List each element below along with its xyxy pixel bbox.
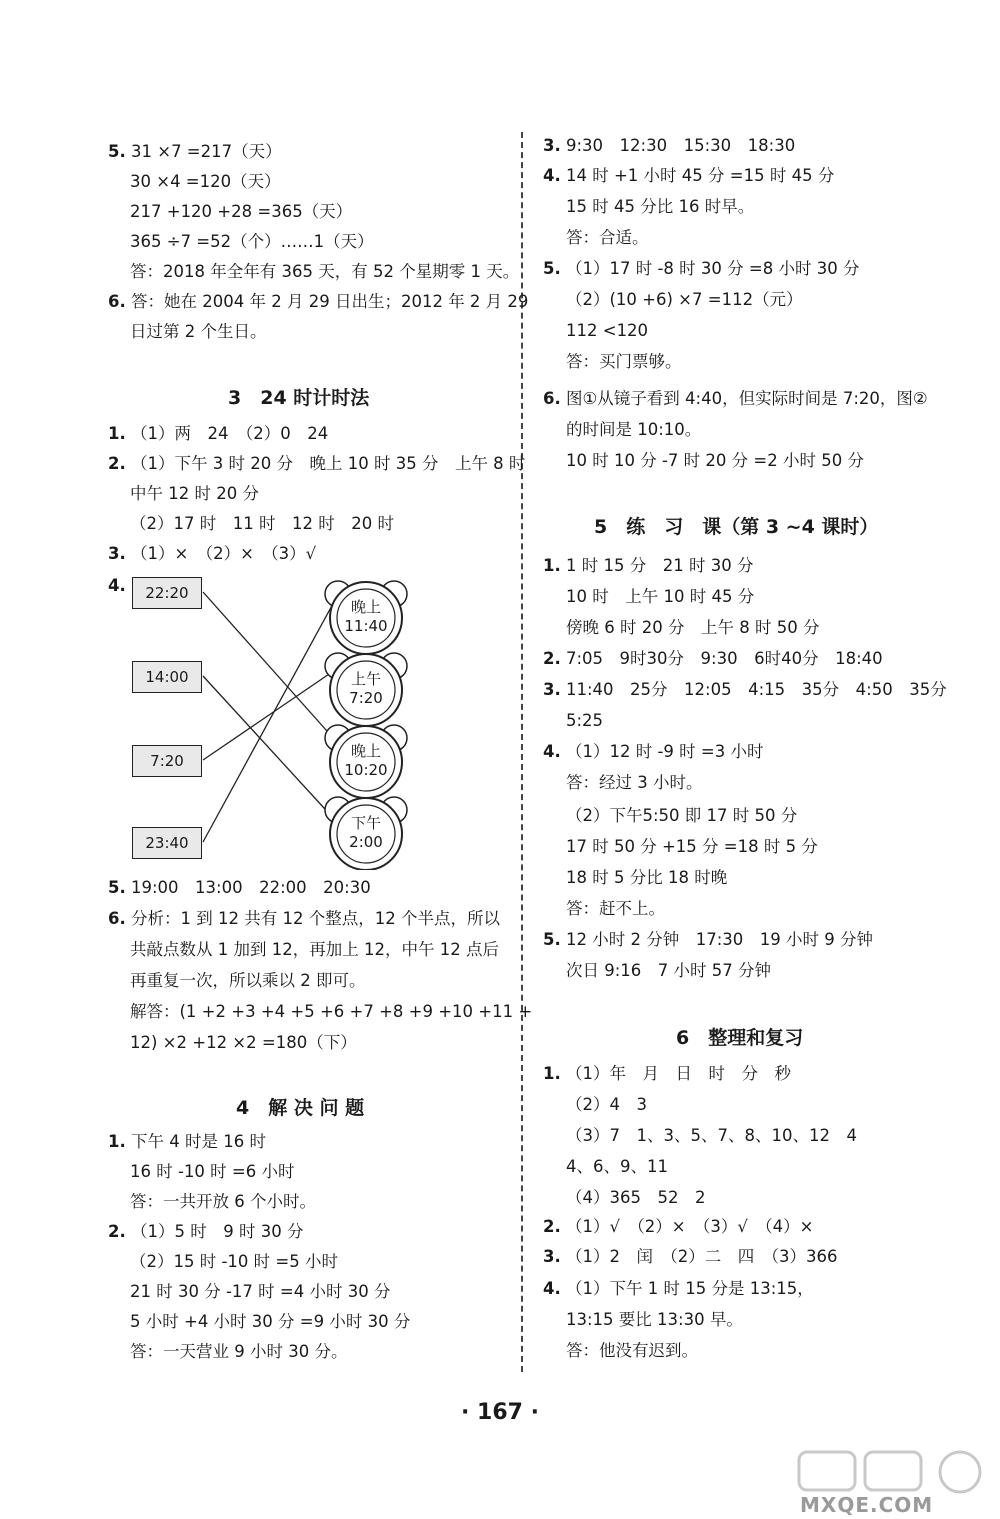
answer-line: 1. （1）年 月 日 时 分 秒 <box>543 1064 791 1083</box>
answer-line: 10 时 上午 10 时 45 分 <box>566 587 755 606</box>
answer-line: 3. （1）× （2）× （3）√ <box>108 544 317 563</box>
answer-line: 5:25 <box>566 711 604 730</box>
answer-line: 16 时 -10 时 =6 小时 <box>130 1162 295 1181</box>
answer-line: 2. （1）下午 3 时 20 分 晚上 10 时 35 分 上午 8 时 <box>108 454 526 473</box>
answer-line: 答：经过 3 小时。 <box>566 773 703 792</box>
answer-line: 6. 图①从镜子看到 4:40，但实际时间是 7:20，图② <box>543 389 928 408</box>
watermark-text: MXQE.COM <box>800 1493 934 1517</box>
answer-line: 日过第 2 个生日。 <box>130 322 267 341</box>
clock-label: 晚上 10:20 <box>344 742 388 779</box>
answer-line: 解答：(1 +2 +3 +4 +5 +6 +7 +8 +9 +10 +11 + <box>130 1002 533 1021</box>
answer-line: 15 时 45 分比 16 时早。 <box>566 197 755 216</box>
answer-line: 答：一共开放 6 个小时。 <box>130 1192 316 1211</box>
answer-line: （2）(10 +6) ×7 =112（元） <box>566 290 803 309</box>
match-line <box>203 676 335 820</box>
clock-label: 晚上 11:40 <box>344 598 388 635</box>
answer-line: 3. 11:40 25分 12:05 4:15 35分 4:50 35分 <box>543 680 947 699</box>
page-number: · 167 · <box>461 1400 539 1425</box>
answer-line: 5. （1）17 时 -8 时 30 分 =8 小时 30 分 <box>543 259 860 278</box>
answer-line: 2. 7:05 9时30分 9:30 6时40分 18:40 <box>543 649 883 668</box>
answer-line: 答：赶不上。 <box>566 899 665 918</box>
section-heading-4: 4 解 决 问 题 <box>236 1097 365 1119</box>
answer-line: 的时间是 10:10。 <box>566 420 702 439</box>
answer-line: 5. 12 小时 2 分钟 17:30 19 小时 9 分钟 <box>543 930 874 949</box>
answer-line: 21 时 30 分 -17 时 =4 小时 30 分 <box>130 1282 391 1301</box>
answer-line: 112 <120 <box>566 321 649 340</box>
answer-line: 4. （1）下午 1 时 15 分是 13:15， <box>543 1279 814 1298</box>
answer-line: 傍晚 6 时 20 分 上午 8 时 50 分 <box>566 618 820 637</box>
answer-line: 3. 9:30 12:30 15:30 18:30 <box>543 136 796 155</box>
digital-time-box: 7:20 <box>132 745 202 777</box>
match-line <box>203 670 335 760</box>
answer-line: 6. 分析：1 到 12 共有 12 个整点，12 个半点，所以 <box>108 909 500 928</box>
answer-line: （2）15 时 -10 时 =5 小时 <box>130 1252 338 1271</box>
answer-line: 217 +120 +28 =365（天） <box>130 202 353 221</box>
answer-line: 6. 答：她在 2004 年 2 月 29 日出生；2012 年 2 月 29 <box>108 292 529 311</box>
digital-time-box: 22:20 <box>132 577 202 609</box>
answer-line: 共敲点数从 1 加到 12，再加上 12，中午 12 点后 <box>130 940 499 959</box>
answer-line: 10 时 10 分 -7 时 20 分 =2 小时 50 分 <box>566 451 864 470</box>
answer-line: （3）7 1、3、5、7、8、10、12 4 <box>566 1126 857 1145</box>
answer-line: 5 小时 +4 小时 30 分 =9 小时 30 分 <box>130 1312 411 1331</box>
answer-line: 17 时 50 分 +15 分 =18 时 5 分 <box>566 837 818 856</box>
answer-line: 次日 9:16 7 小时 57 分钟 <box>566 961 772 980</box>
clock-label: 下午 2:00 <box>349 814 383 851</box>
answer-line: （2）下午5:50 即 17 时 50 分 <box>566 806 798 825</box>
answer-line: 5. 31 ×7 =217（天） <box>108 142 282 161</box>
answer-line: 4. <box>108 576 126 595</box>
answer-line: 答：一天营业 9 小时 30 分。 <box>130 1342 348 1361</box>
answer-line: 4. 14 时 +1 小时 45 分 =15 时 45 分 <box>543 166 835 185</box>
answer-line: 12) ×2 +12 ×2 =180（下） <box>130 1033 357 1052</box>
match-line <box>203 600 335 842</box>
answer-line: 30 ×4 =120（天） <box>130 172 281 191</box>
section-heading-6: 6 整理和复习 <box>676 1027 804 1049</box>
match-line <box>203 592 335 740</box>
answer-line: 答：买门票够。 <box>566 352 682 371</box>
answer-line: （2）17 时 11 时 12 时 20 时 <box>130 514 394 533</box>
answer-line: （4）365 52 2 <box>566 1188 706 1207</box>
answer-line: （2）4 3 <box>566 1095 647 1114</box>
answer-line: 4. （1）12 时 -9 时 =3 小时 <box>543 742 764 761</box>
answer-line: 答：合适。 <box>566 228 649 247</box>
clock-label: 上午 7:20 <box>349 670 383 707</box>
answer-line: 再重复一次，所以乘以 2 即可。 <box>130 971 366 990</box>
answer-line: 2. （1）√ （2）× （3）√ （4）× <box>543 1217 814 1236</box>
section-heading-3: 3 24 时计时法 <box>228 387 370 409</box>
answer-line: 13:15 要比 13:30 早。 <box>566 1310 743 1329</box>
section-heading-5: 5 练 习 课（第 3 ~4 课时） <box>594 516 879 538</box>
answer-line: 1. （1）两 24 （2）0 24 <box>108 424 329 443</box>
answer-line: 答：2018 年全年有 365 天，有 52 个星期零 1 天。 <box>130 262 520 281</box>
answer-line: 1. 1 时 15 分 21 时 30 分 <box>543 556 754 575</box>
answer-line: 18 时 5 分比 18 时晚 <box>566 868 728 887</box>
answer-line: 2. （1）5 时 9 时 30 分 <box>108 1222 304 1241</box>
answer-line: 中午 12 时 20 分 <box>130 484 259 503</box>
answer-line: 4、6、9、11 <box>566 1157 668 1176</box>
column-divider <box>521 132 523 1372</box>
answer-line: 5. 19:00 13:00 22:00 20:30 <box>108 878 371 897</box>
digital-time-box: 23:40 <box>132 827 202 859</box>
answer-line: 3. （1）2 闰 （2）二 四 （3）366 <box>543 1247 838 1266</box>
answer-line: 1. 下午 4 时是 16 时 <box>108 1132 266 1151</box>
answer-line: 365 ÷7 =52（个）……1（天） <box>130 232 374 251</box>
digital-time-box: 14:00 <box>132 661 202 693</box>
answer-line: 答：他没有迟到。 <box>566 1341 698 1360</box>
